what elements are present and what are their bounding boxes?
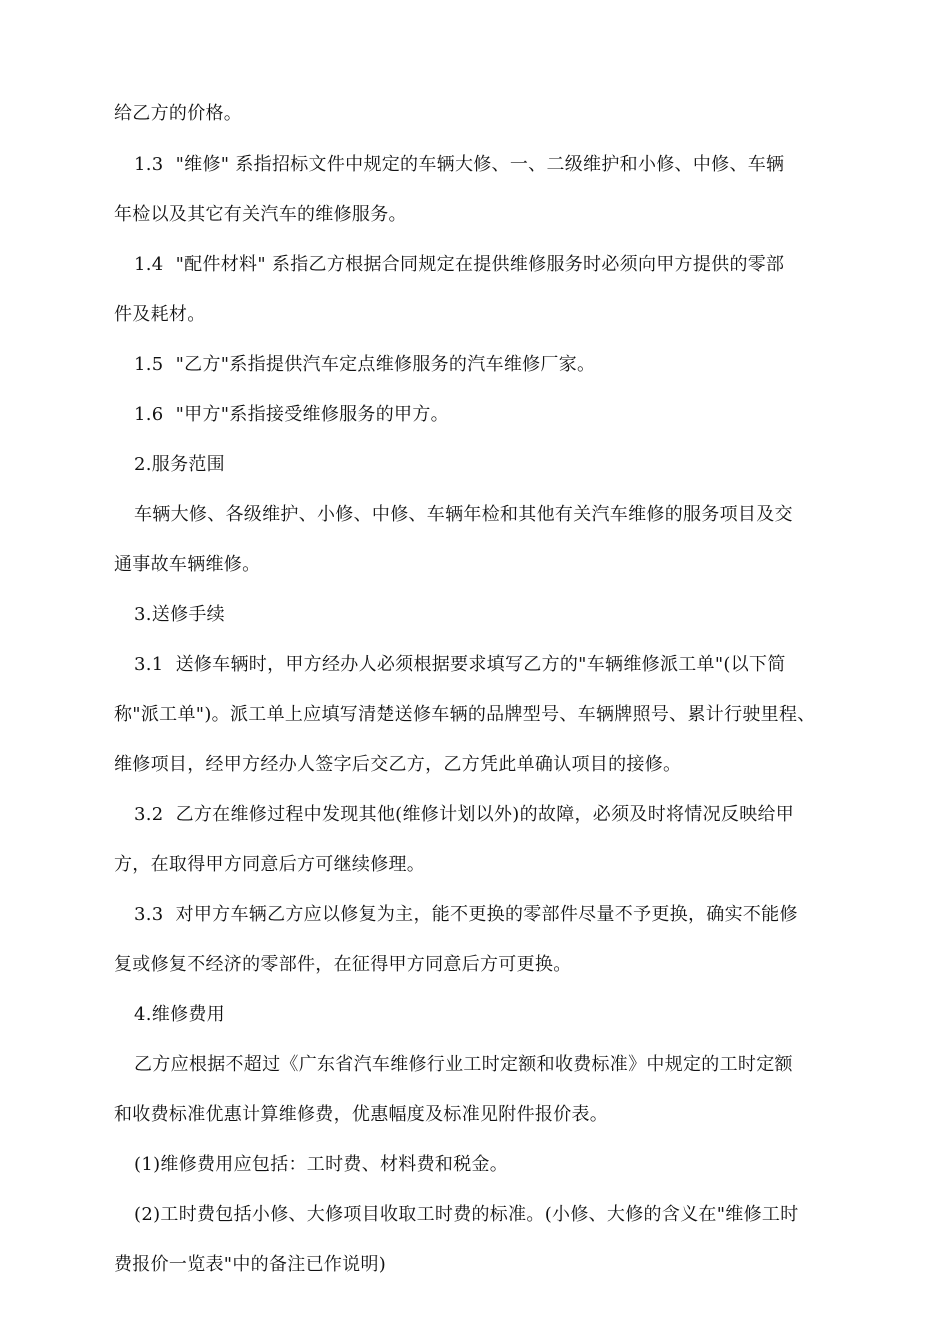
text-line: 1.6 "甲方"系指接受维修服务的甲方。 xyxy=(134,404,449,425)
text-line: 通事故车辆维修。 xyxy=(114,554,261,575)
section-heading: 4.维修费用 xyxy=(134,1004,225,1025)
text-line: 费报价一览表"中的备注已作说明) xyxy=(114,1254,387,1275)
text-line: 1.5 "乙方"系指提供汽车定点维修服务的汽车维修厂家。 xyxy=(134,354,596,375)
text-line: (1)维修费用应包括：工时费、材料费和税金。 xyxy=(134,1154,509,1175)
text-line: 方，在取得甲方同意后方可继续修理。 xyxy=(114,854,426,875)
text-line: 给乙方的价格。 xyxy=(114,103,243,124)
text-line: 维修项目，经甲方经办人签字后交乙方，乙方凭此单确认项目的接修。 xyxy=(114,754,682,775)
text-line: 3.2 乙方在维修过程中发现其他(维修计划以外)的故障，必须及时将情况反映给甲 xyxy=(134,804,795,825)
text-line: 乙方应根据不超过《广东省汽车维修行业工时定额和收费标准》中规定的工时定额 xyxy=(134,1054,793,1075)
text-line: 3.3 对甲方车辆乙方应以修复为主，能不更换的零部件尽量不予更换，确实不能修 xyxy=(134,904,798,925)
text-line: 1.3 "维修" 系指招标文件中规定的车辆大修、一、二级维护和小修、中修、车辆 xyxy=(134,154,785,175)
text-line: 3.1 送修车辆时，甲方经办人必须根据要求填写乙方的"车辆维修派工单"(以下简 xyxy=(134,654,786,675)
section-heading: 2.服务范围 xyxy=(134,454,225,475)
text-line: 件及耗材。 xyxy=(114,304,206,325)
text-line: 1.4 "配件材料" 系指乙方根据合同规定在提供维修服务时必须向甲方提供的零部 xyxy=(134,254,785,275)
text-line: 车辆大修、各级维护、小修、中修、车辆年检和其他有关汽车维修的服务项目及交 xyxy=(134,504,793,525)
text-line: 复或修复不经济的零部件，在征得甲方同意后方可更换。 xyxy=(114,954,572,975)
text-line: 称"派工单")。派工单上应填写清楚送修车辆的品牌型号、车辆牌照号、累计行驶里程、 xyxy=(114,704,816,725)
text-line: (2)工时费包括小修、大修项目收取工时费的标准。(小修、大修的含义在"维修工时 xyxy=(134,1204,799,1225)
text-line: 和收费标准优惠计算维修费，优惠幅度及标准见附件报价表。 xyxy=(114,1104,609,1125)
text-line: 年检以及其它有关汽车的维修服务。 xyxy=(114,204,407,225)
section-heading: 3.送修手续 xyxy=(134,604,225,625)
